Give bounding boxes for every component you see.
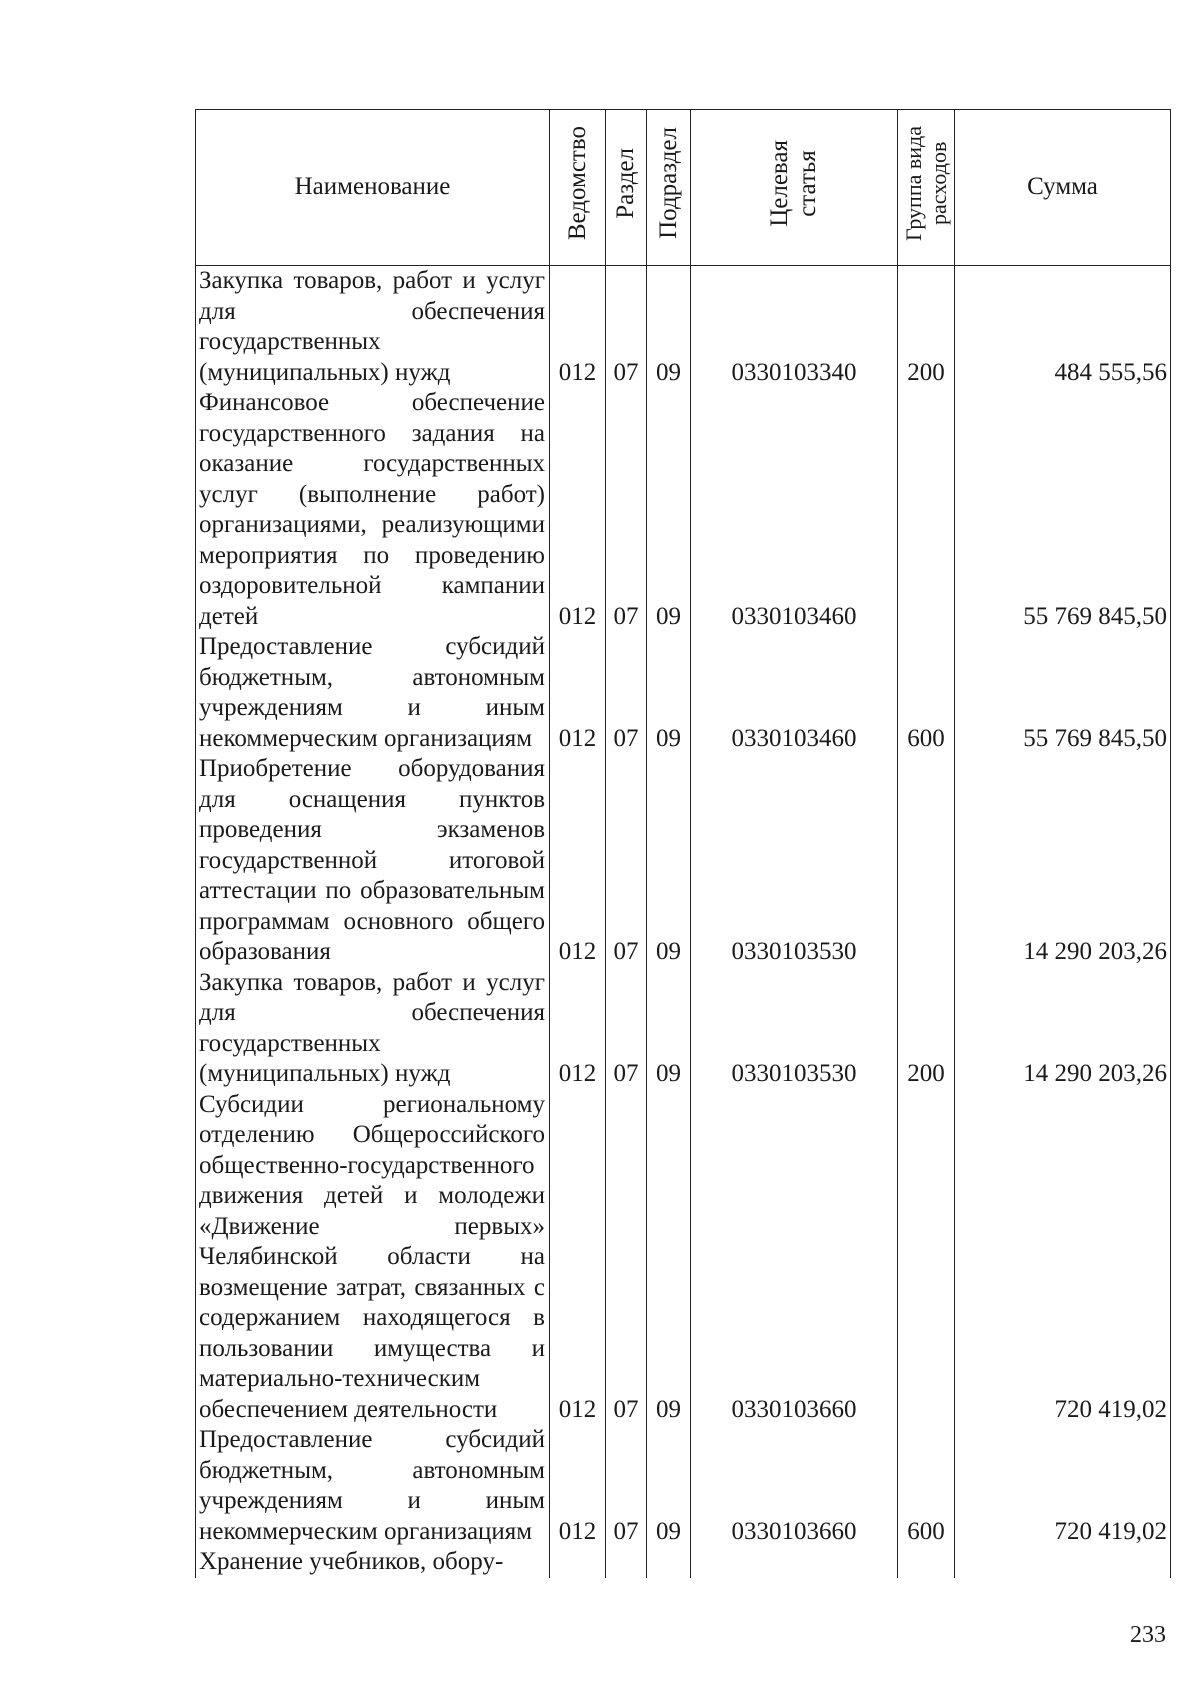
- table-row: [196, 266, 1171, 389]
- row-section: [606, 1547, 647, 1578]
- row-target: [691, 1547, 898, 1578]
- table-row: [196, 632, 1171, 754]
- header-department: Ведомство: [550, 110, 606, 266]
- row-name: Закупка товаров, работ и услуг для обеспечения государственных (муниципальных) нужд: [196, 266, 550, 389]
- row-subsection: 09: [647, 266, 691, 389]
- row-department: 012: [550, 632, 606, 754]
- row-subsection: 09: [647, 388, 691, 632]
- table-row: [196, 968, 1171, 1090]
- row-department: 012: [550, 266, 606, 389]
- header-sum: Сумма: [955, 110, 1171, 266]
- row-section: 07: [606, 388, 647, 632]
- row-department: [550, 1547, 606, 1578]
- row-subsection: 09: [647, 1090, 691, 1426]
- row-sum: 14 290 203,26: [955, 968, 1171, 1090]
- table-row: [196, 388, 1171, 632]
- row-name: Хранение учебников, обору-: [196, 1547, 550, 1578]
- row-group: 600: [898, 1425, 955, 1547]
- row-section: 07: [606, 968, 647, 1090]
- row-sum: 55 769 845,50: [955, 632, 1171, 754]
- row-sum: 55 769 845,50: [955, 388, 1171, 632]
- row-sum: [955, 1547, 1171, 1578]
- row-sum: 720 419,02: [955, 1090, 1171, 1426]
- row-group: [898, 1547, 955, 1578]
- row-department: 012: [550, 754, 606, 968]
- row-sum: 14 290 203,26: [955, 754, 1171, 968]
- table-row: [196, 1547, 1171, 1578]
- row-group: 200: [898, 266, 955, 389]
- row-group: 200: [898, 968, 955, 1090]
- row-name: Закупка товаров, работ и услуг для обеспечения государственных (муниципальных) нужд: [196, 968, 550, 1090]
- header-row: [196, 110, 1171, 266]
- row-subsection: 09: [647, 754, 691, 968]
- header-name: Наименование: [196, 110, 550, 266]
- row-group: [898, 1090, 955, 1426]
- budget-table: [195, 109, 1171, 1578]
- row-group: [898, 388, 955, 632]
- row-subsection: 09: [647, 1425, 691, 1547]
- row-department: 012: [550, 1425, 606, 1547]
- header-target: Целевая статья: [691, 110, 898, 266]
- header-subsection: Подраздел: [647, 110, 691, 266]
- row-name: Финансовое обеспечение государственного задания на оказание государственных услуг (выполнение работ) организациями, реализующими мероприятия по проведению оздоровительной кампании детей: [196, 388, 550, 632]
- row-section: 07: [606, 266, 647, 389]
- row-subsection: 09: [647, 968, 691, 1090]
- row-section: 07: [606, 632, 647, 754]
- row-name: Приобретение оборудования для оснащения пунктов проведения экзаменов государственной итоговой аттестации по образовательным программам основного общего образования: [196, 754, 550, 968]
- table-row: [196, 1090, 1171, 1426]
- row-group: 600: [898, 632, 955, 754]
- header-group: Группа вида расходов: [898, 110, 955, 266]
- row-target: 0330103460: [691, 632, 898, 754]
- table-row: [196, 754, 1171, 968]
- row-subsection: 09: [647, 632, 691, 754]
- page-number: 233: [1130, 1622, 1166, 1648]
- row-department: 012: [550, 1090, 606, 1426]
- table-row: [196, 1425, 1171, 1547]
- row-section: 07: [606, 1090, 647, 1426]
- row-name: Предоставление субсидий бюджетным, автономным учреждениям и иным некоммерческим организациям: [196, 632, 550, 754]
- row-department: 012: [550, 968, 606, 1090]
- row-group: [898, 754, 955, 968]
- row-target: 0330103460: [691, 388, 898, 632]
- row-target: 0330103340: [691, 266, 898, 389]
- header-section: Раздел: [606, 110, 647, 266]
- row-department: 012: [550, 388, 606, 632]
- row-name: Субсидии региональному отделению Общероссийского общественно-государственного движения детей и молодежи «Движение первых» Челябинской области на возмещение затрат, связанных с содержанием находящегося в пользовании имущества и материально-техническим обеспечением деятельности: [196, 1090, 550, 1426]
- row-target: 0330103660: [691, 1090, 898, 1426]
- row-subsection: [647, 1547, 691, 1578]
- row-sum: 484 555,56: [955, 266, 1171, 389]
- row-sum: 720 419,02: [955, 1425, 1171, 1547]
- row-target: 0330103530: [691, 968, 898, 1090]
- row-name: Предоставление субсидий бюджетным, автономным учреждениям и иным некоммерческим организациям: [196, 1425, 550, 1547]
- row-section: 07: [606, 1425, 647, 1547]
- row-section: 07: [606, 754, 647, 968]
- row-target: 0330103660: [691, 1425, 898, 1547]
- row-target: 0330103530: [691, 754, 898, 968]
